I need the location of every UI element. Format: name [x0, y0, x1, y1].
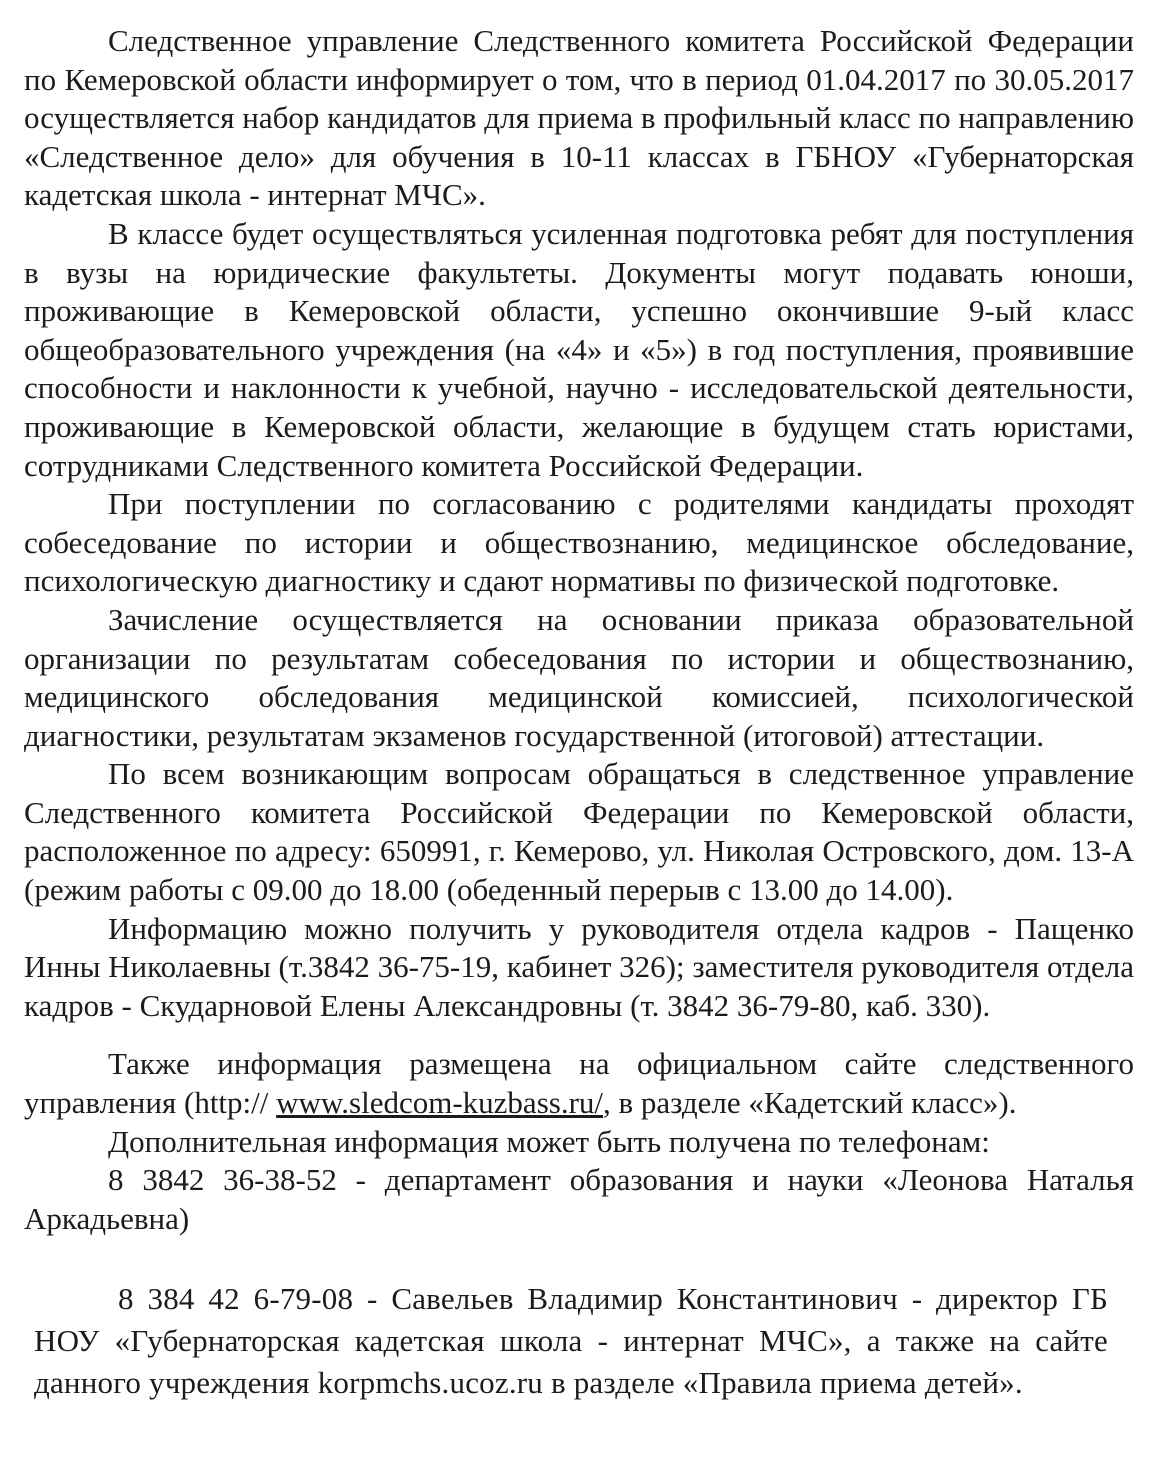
paragraph-contact-address: По всем возникающим вопросам обращаться в следственное управление Следственного комитета Российской Федерации по Кемеровской области, расположенное по адресу: 650991, г. Кемерово, ул. Николая Островского, дом. 13-А (режим работы с 09.00 до 18.00 (обеденный перерыв с 13.00 до 14.00).	[24, 756, 1134, 908]
paragraph-phone-director: 8 384 42 6-79-08 - Савельев Владимир Константинович - директор ГБ НОУ «Губернаторская кадетская школа - интернат МЧС», а также на сайте данного учреждения korpmchs.ucoz.ru в разделе «Правила приема детей».	[34, 1281, 1108, 1401]
spacer	[24, 1025, 1134, 1045]
paragraph-phone-education-dept: 8 3842 36-38-52 - департамент образования и науки «Леонова Наталья Аркадьевна)	[24, 1162, 1134, 1236]
paragraph-website-info	[24, 1045, 1134, 1122]
website-text-before: Также информация размещена на официальном сайте следственного управления (http://	[24, 1046, 1134, 1121]
paragraph-hr-contacts: Информацию можно получить у руководителя отдела кадров - Пащенко Инны Николаевны (т.3842 36-75-19, кабинет 326); заместителя руководителя отдела кадров - Скударновой Елены Александровны (т. 3842 36-79-80, каб. 330).	[24, 910, 1134, 1023]
spacer	[24, 1238, 1134, 1278]
paragraph-class-description: В классе будет осуществляться усиленная подготовка ребят для поступления в вузы на юридические факультеты. Документы могут подавать юноши, проживающие в Кемеровской области, успешно окончившие 9-ый класс общеобразовательного учреждения (на «4» и «5») в год поступления, проявившие способности и наклонности к учебной, научно - исследовательской деятельности, проживающие в Кемеровской области, желающие в будущем стать юристами, сотрудниками Следственного комитета Российской Федерации.	[24, 215, 1134, 483]
paragraph-enrollment-basis: Зачисление осуществляется на основании приказа образовательной организации по результатам собеседования по истории и обществознанию, медицинского обследования медицинской комиссией, психологической диагностики, результатам экзаменов государственной (итоговой) аттестации.	[24, 601, 1134, 753]
paragraph-admission-tests: При поступлении по согласованию с родителями кандидаты проходят собеседование по истории и обществознанию, медицинское обследование, психологическую диагностику и сдают нормативы по физической подготовке.	[24, 486, 1134, 599]
sledcom-website-link[interactable]: www.sledcom-kuzbass.ru/	[276, 1085, 604, 1121]
website-text-after: , в разделе «Кадетский класс»).	[603, 1085, 1017, 1121]
paragraph-phone-intro: Дополнительная информация может быть получена по телефонам:	[108, 1123, 990, 1159]
paragraph-recruitment-announcement: Следственное управление Следственного комитета Российской Федерации по Кемеровской области информирует о том, что в период 01.04.2017 по 30.05.2017 осуществляется набор кандидатов для приема в профильный класс по направлению «Следственное дело» для обучения в 10-11 классах в ГБНОУ «Губернаторская кадетская школа - интернат МЧС».	[24, 23, 1134, 213]
